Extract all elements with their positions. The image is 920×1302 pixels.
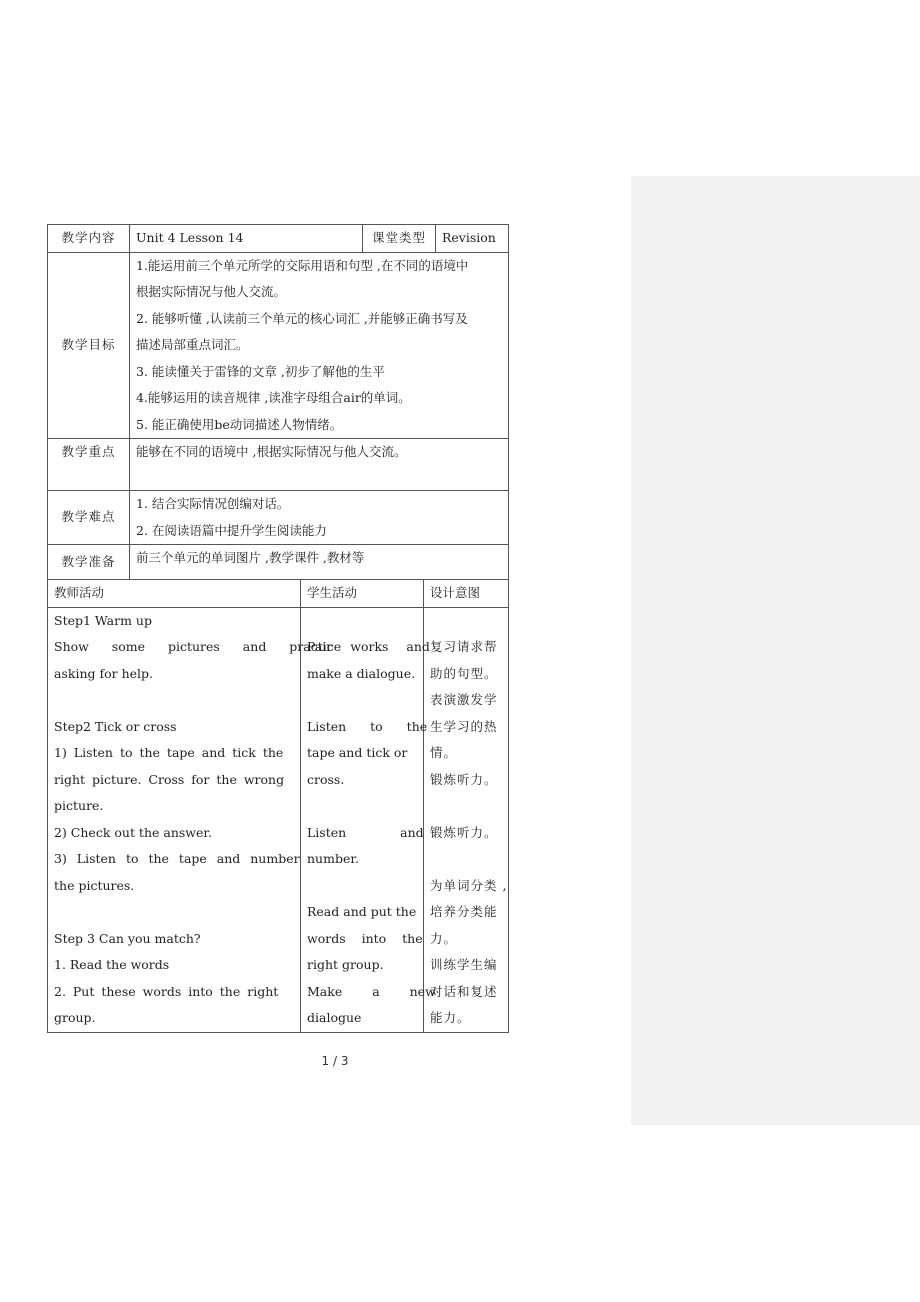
difficulties-label: 教学难点	[48, 491, 130, 545]
student-line	[307, 793, 417, 820]
teacher-line: asking for help.	[54, 665, 153, 681]
preparation-row	[48, 545, 509, 580]
student-activity-header: 学生活动	[301, 580, 424, 608]
key-points-text: 能够在不同的语境中 ,根据实际情况与他人交流。	[130, 439, 509, 491]
teacher-line: Step1 Warm up	[54, 612, 152, 628]
objective-line: 根据实际情况与他人交流。	[136, 284, 287, 299]
lesson-info-table	[47, 224, 509, 580]
objectives-text	[130, 252, 509, 439]
design-line: 能力。	[430, 1010, 471, 1025]
key-points-label: 教学重点	[48, 439, 130, 491]
teacher-line: group.	[54, 1010, 96, 1025]
design-line	[430, 846, 502, 873]
content-value: Unit 4 Lesson 14	[130, 225, 363, 253]
objectives-label: 教学目标	[48, 252, 130, 439]
objectives-row	[48, 252, 509, 439]
difficulties-text	[130, 491, 509, 545]
student-line: Make a new	[307, 983, 436, 999]
student-line: Read and put the	[307, 904, 417, 919]
student-line: Listen to the	[307, 718, 428, 734]
student-line: right group.	[307, 957, 384, 972]
student-line: Pair works and	[307, 639, 430, 654]
teacher-line: right picture. Cross for the wrong	[54, 771, 285, 787]
design-line: 情。	[430, 745, 458, 760]
type-label: 课堂类型	[363, 225, 436, 253]
teacher-line: picture.	[54, 798, 104, 813]
teacher-activity-header: 教师活动	[48, 580, 301, 608]
teacher-line: Step 3 Can you match?	[54, 930, 201, 946]
teacher-line: 1. Read the words	[54, 957, 170, 972]
teacher-line	[54, 634, 342, 661]
teacher-line: 2) Check out the answer.	[54, 824, 212, 840]
design-line: 对话和复述	[430, 983, 498, 999]
teacher-line: 3) Listen to the tape and number	[54, 851, 300, 866]
design-line: 助的句型。	[430, 665, 498, 681]
preparation-text: 前三个单元的单词图片 ,教学课件 ,教材等	[130, 545, 509, 580]
difficulty-line: 2. 在阅读语篇中提升学生阅读能力	[136, 522, 327, 538]
student-line: cross.	[307, 771, 345, 787]
student-line: number.	[307, 851, 359, 866]
student-line: dialogue	[307, 1010, 362, 1025]
activities-header-row	[48, 580, 509, 608]
objective-line: 描述局部重点词汇。	[136, 337, 249, 352]
teacher-line	[54, 899, 294, 926]
teacher-line: 1) Listen to the tape and tick the	[54, 745, 284, 760]
objective-line: 5. 能正确使用be动词描述人物情绪。	[136, 416, 343, 432]
objective-line: 2. 能够听懂 ,认读前三个单元的核心词汇 ,并能够正确书写及	[136, 310, 468, 326]
objective-line: 4.能够运用的读音规律 ,读准字母组合air的单词。	[136, 390, 411, 405]
design-intent-cell	[424, 607, 509, 1032]
design-line: 表演激发学	[430, 692, 498, 707]
teacher-line	[54, 687, 294, 714]
design-line: 复习请求帮	[430, 639, 498, 654]
comment-side-panel	[631, 176, 920, 1125]
student-line	[307, 687, 417, 714]
teacher-line: 2. Put these words into the right	[54, 983, 279, 999]
content-label: 教学内容	[48, 225, 130, 253]
design-line: 培养分类能	[430, 904, 498, 919]
preparation-label: 教学准备	[48, 545, 130, 580]
student-line: Listen and	[307, 824, 424, 840]
teacher-line: Step2 Tick or cross	[54, 718, 177, 734]
activities-table	[47, 579, 509, 1033]
type-value: Revision	[436, 225, 509, 253]
design-line	[430, 793, 502, 820]
teacher-line-text: Show some pictures and practice	[54, 639, 342, 654]
student-activity-cell	[301, 607, 436, 1032]
difficulties-row	[48, 491, 509, 545]
design-line: 训练学生编	[430, 957, 498, 972]
student-line	[307, 608, 417, 635]
difficulty-line: 1. 结合实际情况创编对话。	[136, 496, 290, 511]
design-intent-header: 设计意图	[424, 580, 509, 608]
teacher-line: the pictures.	[54, 877, 135, 893]
design-line: 为单词分类 ,	[430, 877, 508, 893]
objective-line: 3. 能读懂关于雷锋的文章 ,初步了解他的生平	[136, 363, 385, 379]
content-row	[48, 225, 509, 253]
design-line: 锻炼听力。	[430, 771, 498, 787]
student-line: tape and tick or	[307, 745, 408, 760]
design-line	[430, 608, 502, 635]
design-line: 力。	[430, 930, 458, 946]
student-line	[307, 873, 417, 900]
design-line: 锻炼听力。	[430, 824, 498, 840]
student-line: make a dialogue.	[307, 665, 416, 681]
objective-line: 1.能运用前三个单元所学的交际用语和句型 ,在不同的语境中	[136, 257, 469, 273]
design-line: 生学习的热	[430, 718, 498, 734]
key-points-row	[48, 439, 509, 491]
activities-body-row	[48, 607, 509, 1032]
student-line: words into the	[307, 930, 423, 946]
page-number: 1 / 3	[321, 1054, 349, 1068]
